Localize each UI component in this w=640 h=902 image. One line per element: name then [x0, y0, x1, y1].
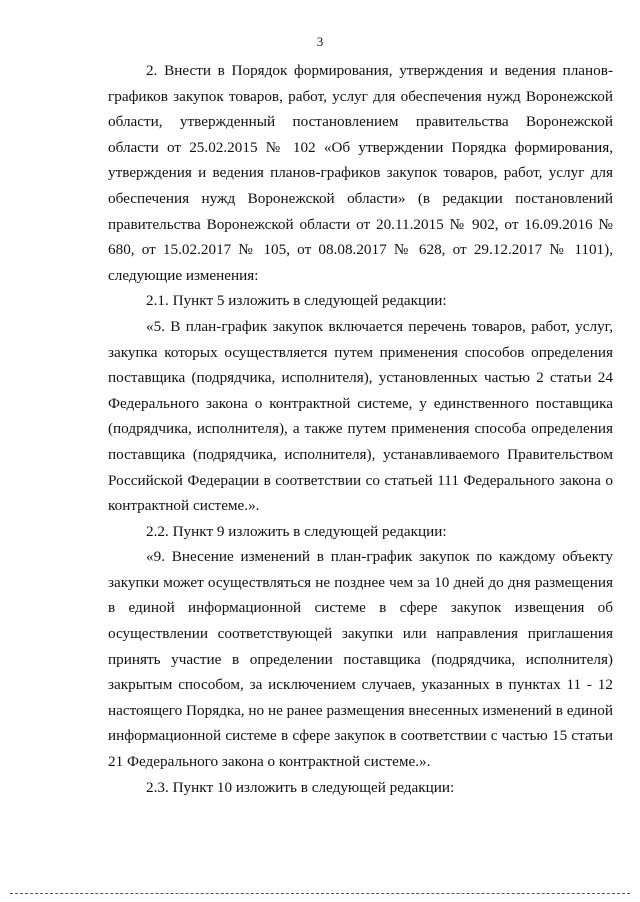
paragraph-amendment-intro: 2. Внести в Порядок формирования, утверждения и ведения планов-графиков закупок товаров, работ, услуг для обеспечения нужд Воронежской области, утвержденный постановлением правительства Воронежской области от 25.02.2015 № 102 «Об утверждении Порядка формирования, утверждения и ведения планов-графиков закупок товаров, работ, услуг для обеспечения нужд Воронежской области» (в редакции постановлений правительства Воронежской области от 20.11.2015 № 902, от 16.09.2016 № 680, от 15.02.2017 № 105, от 08.08.2017 № 628, от 29.12.2017 № 1101), следующие изменения: [108, 62, 613, 284]
paragraph-item-2-3-heading: 2.3. Пункт 10 изложить в следующей редакции: [146, 778, 455, 796]
document-body [108, 58, 613, 800]
paragraph-item-2-2-heading: 2.2. Пункт 9 изложить в следующей редакции: [146, 522, 447, 540]
page-number: 3 [316, 34, 324, 49]
paragraph-item-9-text: «9. Внесение изменений в план-график закупок по каждому объекту закупки может осуществляться не позднее чем за 10 дней до дня размещения в единой информационной системе в сфере закупок извещения об осуществлении соответствующей закупки или направления приглашения принять участие в определении поставщика (подрядчика, исполнителя) закрытым способом, за исключением случаев, указанных в пунктах 11 - 12 настоящего Порядка, но не ранее размещения внесенных изменений в единой информационной системе в сфере закупок в соответствии с частью 15 статьи 21 Федерального закона о контрактной системе.». [108, 548, 613, 771]
paragraph-item-2-1-heading: 2.1. Пункт 5 изложить в следующей редакции: [146, 292, 447, 310]
paragraph-item-5-text: «5. В план-график закупок включается перечень товаров, работ, услуг, закупка которых осуществляется путем применения способов определения поставщика (подрядчика, исполнителя), установленных частью 2 статьи 24 Федерального закона о контрактной системе, у единственного поставщика (подрядчика, исполнителя), а также путем применения способа определения поставщика (подрядчика, исполнителя), устанавливаемого Правительством Российской Федерации в соответствии со статьей 111 Федерального закона о контрактной системе.». [108, 317, 613, 515]
page-bottom-divider [10, 893, 630, 894]
